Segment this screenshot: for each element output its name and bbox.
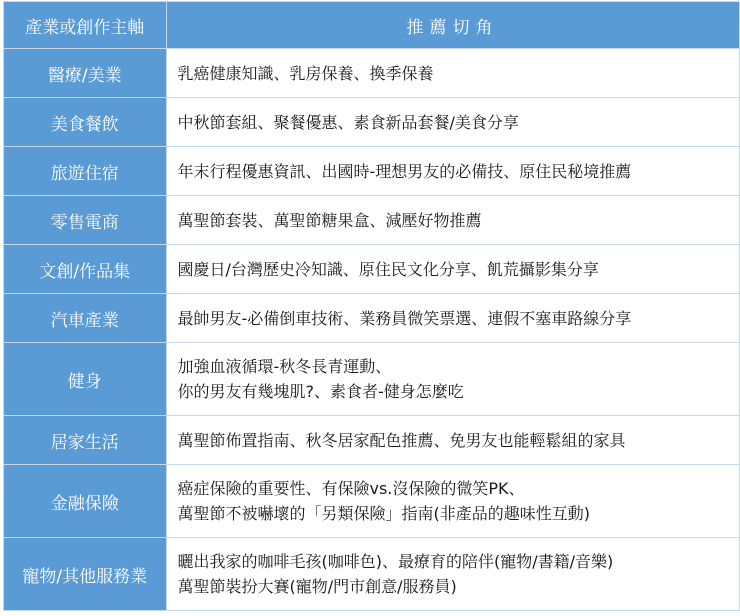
table-row bbox=[4, 147, 739, 196]
row-category: 寵物/其他服務業 bbox=[4, 538, 166, 611]
table-row bbox=[4, 343, 739, 416]
angle-line: 你的男友有幾塊肌?、素食者-健身怎麼吃 bbox=[177, 382, 464, 401]
row-category: 汽車產業 bbox=[4, 294, 166, 343]
row-category: 零售電商 bbox=[4, 196, 166, 245]
angle-line: 癌症保險的重要性、有保險vs.沒保險的微笑PK、 bbox=[177, 479, 525, 498]
angle-line: 最帥男友-必備倒車技術、業務員微笑票選、連假不塞車路線分享 bbox=[177, 308, 632, 328]
table-row bbox=[4, 49, 739, 98]
table-row bbox=[4, 196, 739, 245]
table-row bbox=[4, 416, 739, 465]
row-category: 文創/作品集 bbox=[4, 245, 166, 294]
row-category: 醫療/美業 bbox=[4, 49, 166, 98]
row-category: 美食餐飲 bbox=[4, 98, 166, 147]
header-category: 產業或創作主軸 bbox=[4, 2, 166, 49]
angle-line: 國慶日/台灣歷史冷知識、原住民文化分享、飢荒攝影集分享 bbox=[177, 259, 599, 279]
table-row bbox=[4, 294, 739, 343]
angle-line: 年末行程優惠資訊、出國時-理想男友的必備技、原住民秘境推薦 bbox=[177, 161, 632, 181]
table-row bbox=[4, 538, 739, 611]
row-category: 健身 bbox=[4, 343, 166, 416]
table-row bbox=[4, 98, 739, 147]
table-row bbox=[4, 465, 739, 538]
angle-line: 加強血液循環-秋冬長青運動、 bbox=[177, 357, 392, 376]
row-angle bbox=[166, 294, 739, 343]
row-angle bbox=[166, 465, 739, 538]
table-header-row bbox=[4, 2, 739, 49]
content-strategy-table bbox=[3, 1, 739, 611]
angle-line: 曬出我家的咖啡毛孩(咖啡色)、最療育的陪伴(寵物/書籍/音樂) bbox=[177, 552, 614, 571]
row-angle bbox=[166, 245, 739, 294]
row-angle bbox=[166, 147, 739, 196]
angle-line: 萬聖節裝扮大賽(寵物/門市創意/服務員) bbox=[177, 577, 457, 596]
angle-line: 萬聖節佈置指南、秋冬居家配色推薦、免男友也能輕鬆組的家具 bbox=[177, 430, 626, 450]
angle-line: 萬聖節套裝、萬聖節糖果盒、減壓好物推薦 bbox=[177, 210, 482, 230]
row-angle bbox=[166, 49, 739, 98]
row-angle bbox=[166, 196, 739, 245]
angle-line: 中秋節套組、聚餐優惠、素食新品套餐/美食分享 bbox=[177, 112, 519, 132]
row-angle bbox=[166, 538, 739, 611]
row-angle bbox=[166, 416, 739, 465]
row-angle bbox=[166, 98, 739, 147]
row-category: 金融保險 bbox=[4, 465, 166, 538]
angle-line: 萬聖節不被嚇壞的「另類保險」指南(非產品的趣味性互動) bbox=[177, 504, 590, 523]
row-angle bbox=[166, 343, 739, 416]
table-row bbox=[4, 245, 739, 294]
header-angle: 推薦切角 bbox=[166, 2, 739, 49]
angle-line: 乳癌健康知識、乳房保養、換季保養 bbox=[177, 63, 434, 83]
row-category: 居家生活 bbox=[4, 416, 166, 465]
row-category: 旅遊住宿 bbox=[4, 147, 166, 196]
